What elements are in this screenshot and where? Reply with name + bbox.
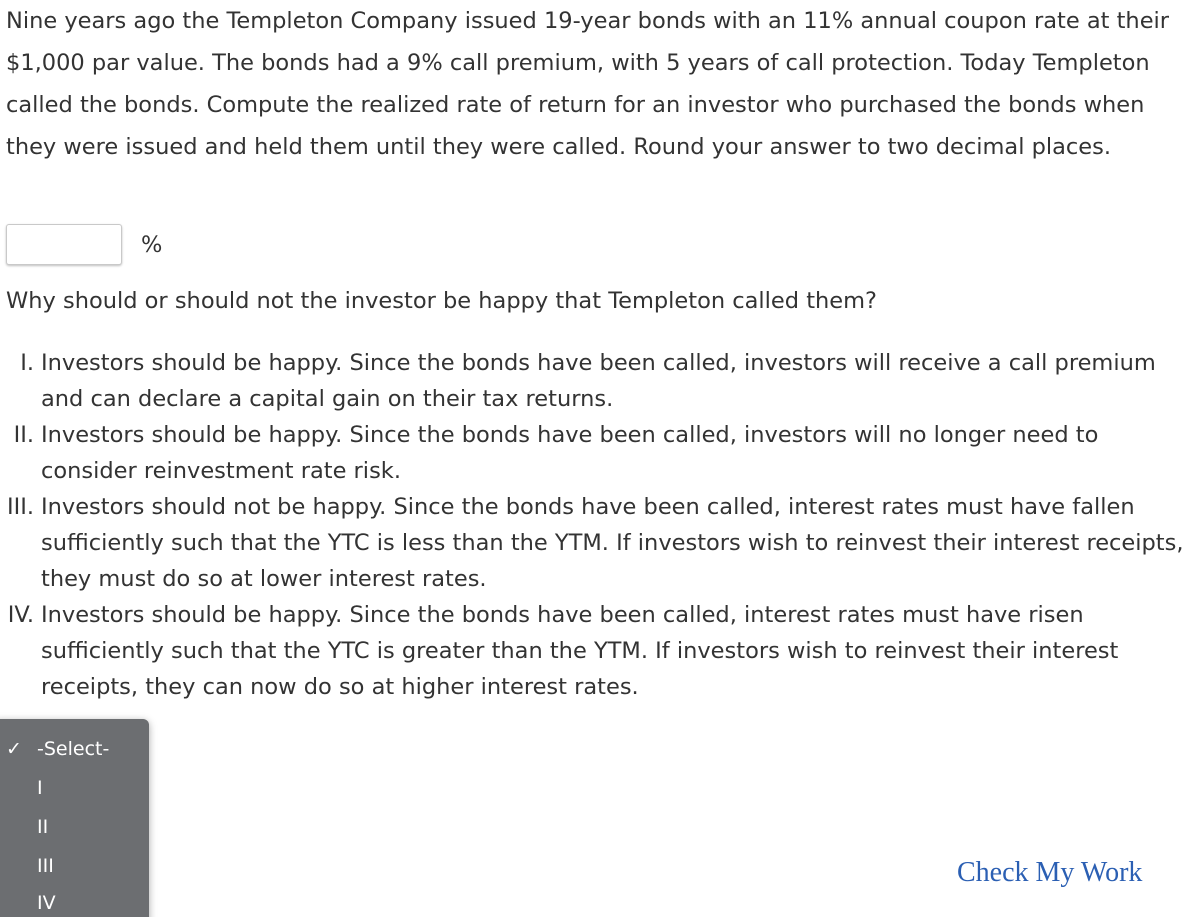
answer-row	[6, 222, 162, 267]
option-text: Investors should be happy. Since the bonds have been called, investors will no longer need to consider reinvestment rate risk.	[41, 422, 1099, 484]
dropdown-option-i[interactable]	[0, 768, 149, 808]
dropdown-option-ii[interactable]	[0, 807, 149, 847]
option-item-iii	[6, 489, 1193, 597]
option-numeral: I.	[20, 350, 34, 376]
dropdown-option-iii[interactable]	[0, 846, 149, 886]
dropdown-option-select[interactable]	[0, 729, 149, 769]
question-text: Nine years ago the Templeton Company issued 19-year bonds with an 11% annual coupon rate at their $1,000 par value. The bonds had a 9% call premium, with 5 years of call protection. Today Templeton called the bonds. Compute the realized rate of return for an investor who purchased the bonds when they were issued and held them until they were called. Round your answer to two decimal places.	[6, 8, 1170, 160]
rate-of-return-input[interactable]	[6, 224, 122, 265]
option-item-ii	[13, 417, 1193, 489]
answer-options-list	[6, 345, 1193, 705]
option-numeral: III.	[6, 494, 34, 520]
answer-select-dropdown[interactable]	[0, 719, 149, 917]
dropdown-option-iv[interactable]	[0, 883, 149, 917]
option-numeral: II.	[13, 422, 34, 448]
percent-unit-label: %	[141, 231, 163, 258]
sub-question-text: Why should or should not the investor be happy that Templeton called them?	[6, 288, 877, 314]
dropdown-option-label: IV	[37, 892, 56, 914]
dropdown-option-label: -Select-	[37, 738, 110, 760]
dropdown-option-label: I	[37, 777, 43, 799]
option-text: Investors should be happy. Since the bonds have been called, interest rates must have risen sufficiently such that the YTC is greater than the YTM. If investors wish to reinvest their interest receipts, they can now do so at higher interest rates.	[41, 602, 1119, 700]
option-text: Investors should not be happy. Since the bonds have been called, interest rates must have fallen sufficiently such that the YTC is less than the YTM. If investors wish to reinvest their interest receipts, they must do so at lower interest rates.	[41, 494, 1184, 592]
check-my-work-link[interactable]: Check My Work	[957, 857, 1143, 888]
option-item-iv	[7, 597, 1193, 705]
option-numeral: IV.	[7, 602, 34, 628]
dropdown-option-label: II	[37, 816, 49, 838]
dropdown-option-label: III	[37, 855, 54, 877]
option-item-i	[20, 345, 1193, 417]
checkmark-icon: ✓	[6, 738, 22, 760]
option-text: Investors should be happy. Since the bonds have been called, investors will receive a call premium and can declare a capital gain on their tax returns.	[41, 350, 1156, 412]
